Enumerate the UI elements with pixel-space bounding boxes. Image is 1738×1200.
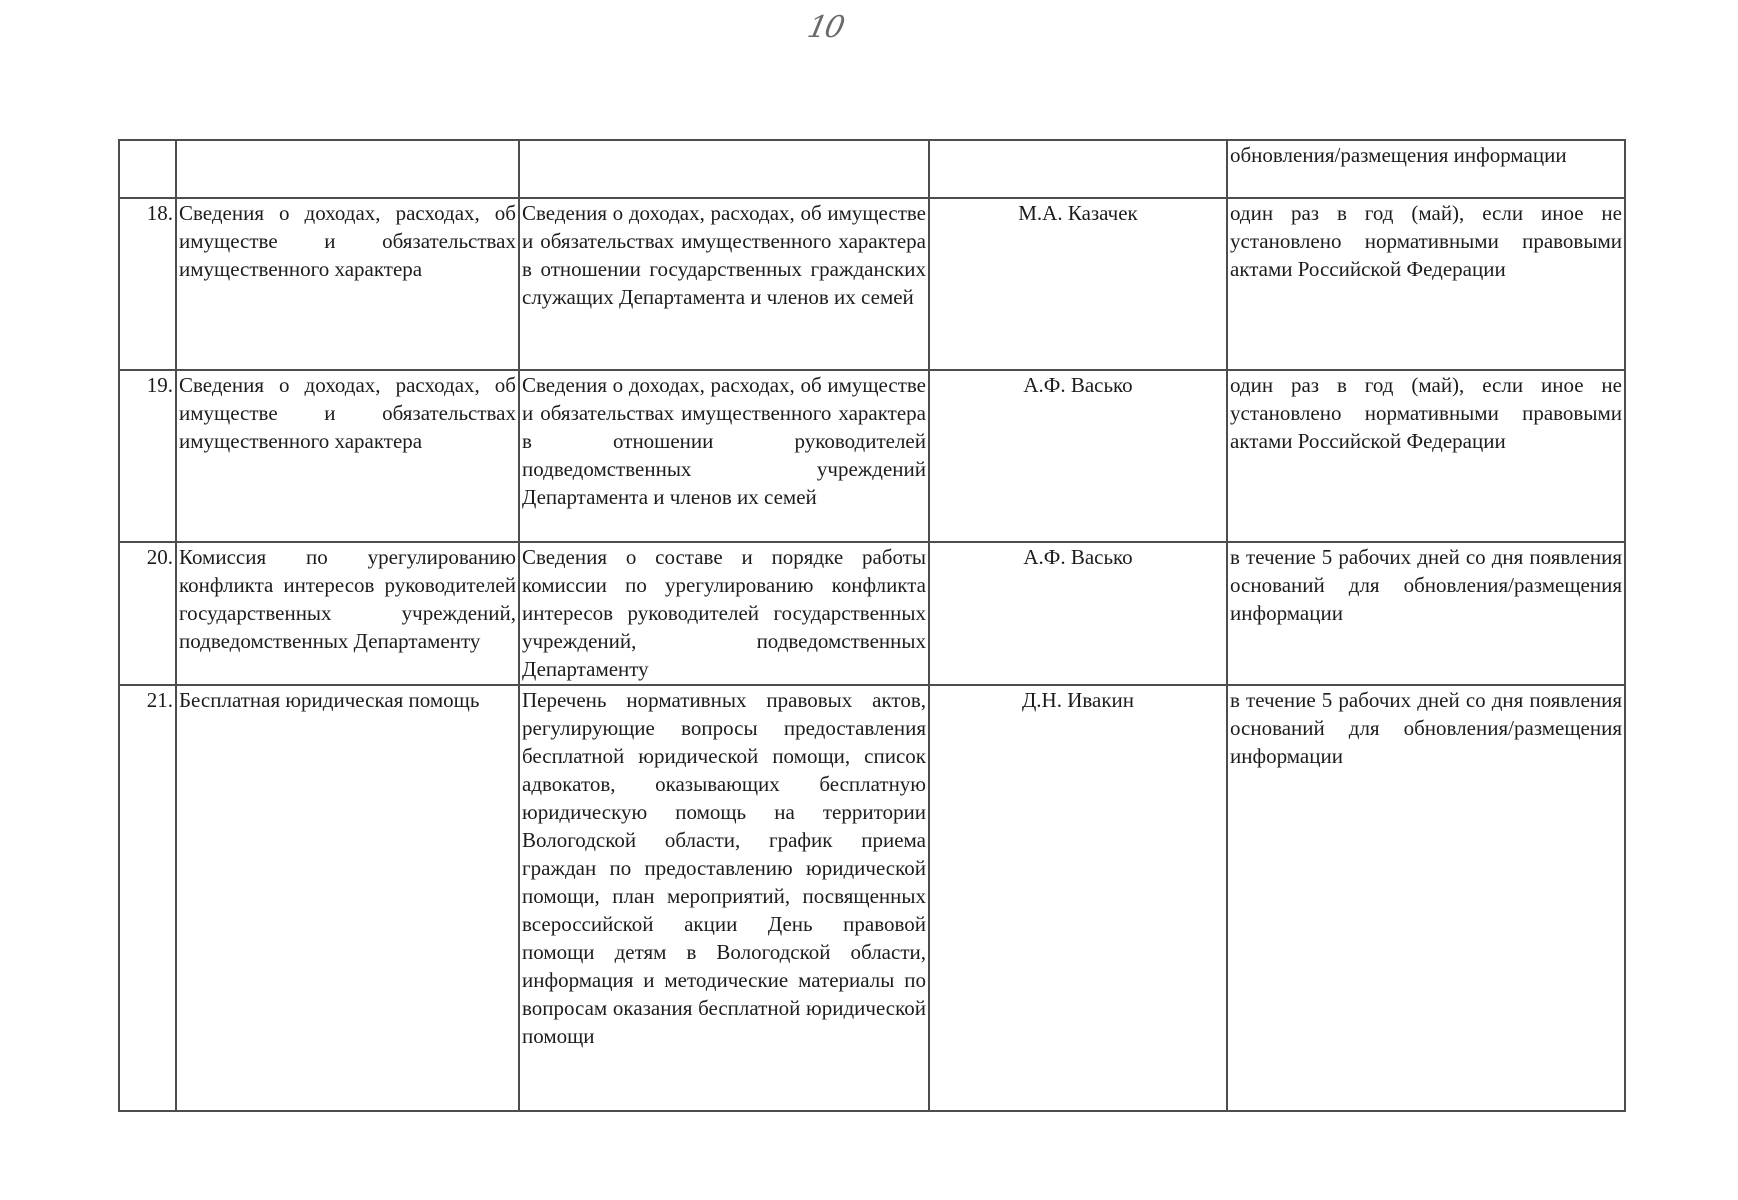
content-cell: Сведения о составе и порядке работы комиссии по урегулированию конфликта интересов руководителей государственных учреждений, подведомственных Департаменту bbox=[519, 542, 929, 685]
responsible-cell bbox=[929, 140, 1227, 198]
section-name-cell: Сведения о доходах, расходах, об имуществе и обязательствах имущественного характера bbox=[176, 198, 519, 370]
content-cell bbox=[519, 140, 929, 198]
table-row bbox=[119, 370, 1625, 542]
section-name-cell: Комиссия по урегулированию конфликта интересов руководителей государственных учреждений, подведомственных Департаменту bbox=[176, 542, 519, 685]
table-row bbox=[119, 198, 1625, 370]
responsible-cell: А.Ф. Васько bbox=[929, 370, 1227, 542]
content-cell: Сведения о доходах, расходах, об имуществе и обязательствах имущественного характера в отношении руководителей подведомственных учреждений Департамента и членов их семей bbox=[519, 370, 929, 542]
responsible-cell: Д.Н. Ивакин bbox=[929, 685, 1227, 1111]
row-number-cell bbox=[119, 140, 176, 198]
section-name-cell: Бесплатная юридическая помощь bbox=[176, 685, 519, 1111]
responsible-cell: М.А. Казачек bbox=[929, 198, 1227, 370]
content-cell: Перечень нормативных правовых актов, регулирующие вопросы предоставления бесплатной юридической помощи, список адвокатов, оказывающих бесплатную юридическую помощь на территории Вологодской области, график приема граждан по предоставлению юридической помощи, план мероприятий, посвященных всероссийской акции День правовой помощи детям в Вологодской области, информация и методические материалы по вопросам оказания бесплатной юридической помощи bbox=[519, 685, 929, 1111]
page-number: 10 bbox=[804, 10, 846, 45]
period-cell: один раз в год (май), если иное не установлено нормативными правовыми актами Российской Федерации bbox=[1227, 370, 1625, 542]
table-row bbox=[119, 685, 1625, 1111]
row-number-cell: 19. bbox=[119, 370, 176, 542]
table-row bbox=[119, 542, 1625, 685]
information-registry-table bbox=[118, 139, 1626, 1112]
section-name-cell: Сведения о доходах, расходах, об имуществе и обязательствах имущественного характера bbox=[176, 370, 519, 542]
period-cell: в течение 5 рабочих дней со дня появления оснований для обновления/размещения информации bbox=[1227, 685, 1625, 1111]
period-cell: один раз в год (май), если иное не установлено нормативными правовыми актами Российской Федерации bbox=[1227, 198, 1625, 370]
section-name-cell bbox=[176, 140, 519, 198]
responsible-cell: А.Ф. Васько bbox=[929, 542, 1227, 685]
period-cell: в течение 5 рабочих дней со дня появления оснований для обновления/размещения информации bbox=[1227, 542, 1625, 685]
period-cell: обновления/размещения информации bbox=[1227, 140, 1625, 198]
content-cell: Сведения о доходах, расходах, об имуществе и обязательствах имущественного характера в отношении государственных гражданских служащих Департамента и членов их семей bbox=[519, 198, 929, 370]
row-number-cell: 20. bbox=[119, 542, 176, 685]
table-row-continuation bbox=[119, 140, 1625, 198]
row-number-cell: 18. bbox=[119, 198, 176, 370]
row-number-cell: 21. bbox=[119, 685, 176, 1111]
